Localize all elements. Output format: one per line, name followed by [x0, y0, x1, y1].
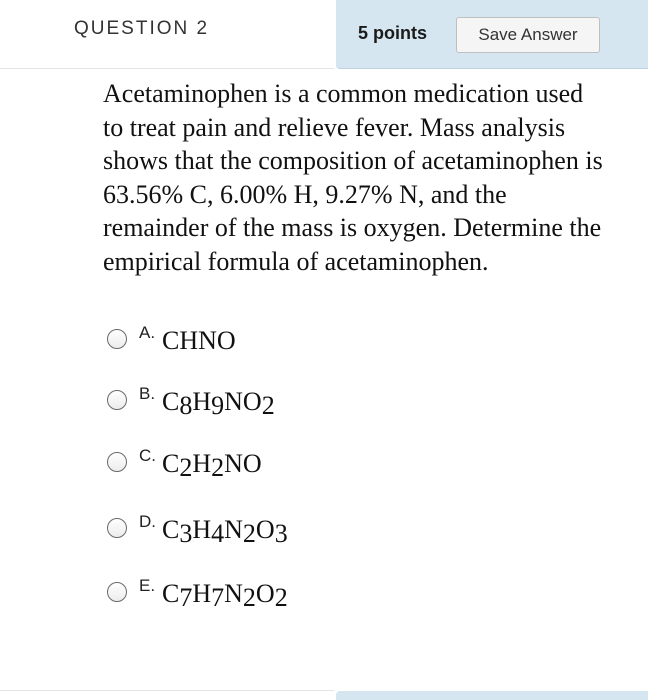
option-d[interactable]: [107, 512, 567, 552]
save-answer-button[interactable]: Save Answer: [456, 17, 600, 53]
option-d-letter: D.: [139, 512, 156, 531]
question-text: Acetaminophen is a common medication used to treat pain and relieve fever. Mass analysis shows that the composition of acetaminophen is 63.56% C, 6.00% H, 9.27% N, and the remainder of the mass is oxygen. Determine the empirical formula of acetaminophen.: [103, 79, 603, 276]
points-panel: [336, 0, 648, 69]
option-c-formula[interactable]: $C_2H_2NO$: [162, 449, 262, 482]
option-b-letter: B.: [139, 384, 156, 403]
option-c-radio[interactable]: [107, 452, 127, 472]
option-c[interactable]: [107, 446, 567, 486]
question-title: QUESTION 2: [74, 18, 210, 39]
option-e[interactable]: [107, 576, 567, 616]
option-b[interactable]: [107, 384, 567, 424]
option-d-radio[interactable]: [107, 518, 127, 538]
next-points-panel: [336, 691, 648, 700]
option-d-formula[interactable]: $C_3H_4N_2O_3$: [162, 515, 288, 548]
option-c-letter: C.: [139, 446, 156, 465]
question-header: [0, 0, 334, 69]
option-a-letter: A.: [139, 323, 156, 342]
option-e-radio[interactable]: [107, 582, 127, 602]
option-b-radio[interactable]: [107, 390, 127, 410]
option-b-formula[interactable]: $C_8H_9NO_2$: [162, 387, 275, 420]
option-a-formula[interactable]: CHNO: [162, 326, 236, 355]
option-a[interactable]: [107, 323, 567, 363]
option-e-formula[interactable]: $C_7H_7N_2O_2$: [162, 579, 288, 612]
points-label: 5 points: [358, 23, 428, 43]
option-e-letter: E.: [139, 576, 156, 595]
next-question-header: [0, 690, 334, 700]
option-a-radio[interactable]: [107, 329, 127, 349]
